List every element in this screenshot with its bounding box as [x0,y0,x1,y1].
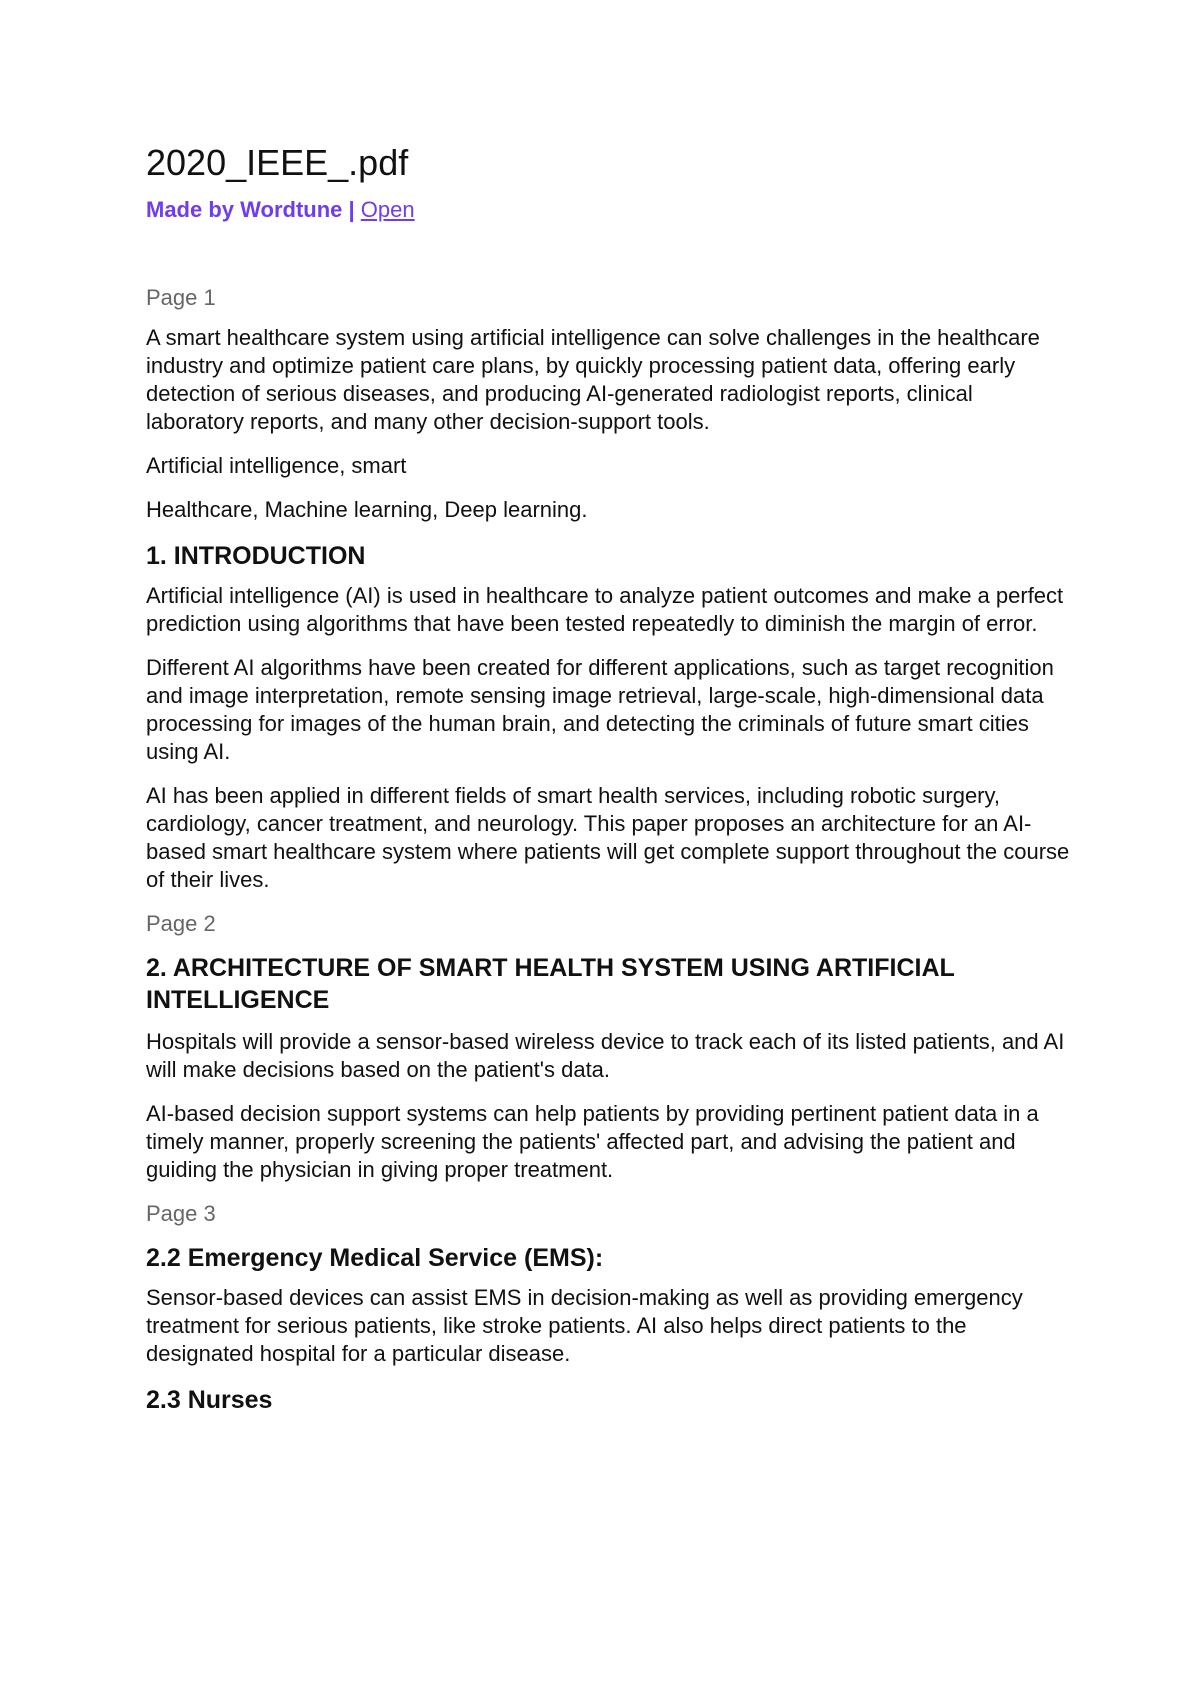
section-1-heading: 1. INTRODUCTION [146,542,366,570]
document-title: 2020_IEEE_.pdf [146,142,409,183]
open-link[interactable]: Open [360,197,415,222]
section-2-2-heading: 2.2 Emergency Medical Service (EMS): [146,1244,604,1272]
section-2-heading: 2. ARCHITECTURE OF SMART HEALTH SYSTEM USING ARTIFICIAL INTELLIGENCE [146,954,955,1014]
keywords-line-2: Healthcare, Machine learning, Deep learning. [146,497,588,522]
architecture-paragraph-2: AI-based decision support systems can help patients by providing pertinent patient data in a timely manner, properly screening the patients' affected part, and advising the patient and guiding the physician in giving proper treatment. [146,1101,1039,1182]
architecture-paragraph-1: Hospitals will provide a sensor-based wireless device to track each of its listed patients, and AI will make decisions based on the patient's data. [146,1029,1065,1082]
intro-paragraph-1: Artificial intelligence (AI) is used in healthcare to analyze patient outcomes and make a perfect prediction using algorithms that have been tested repeatedly to diminish the margin of error. [146,583,1064,636]
keywords-line-1: Artificial intelligence, smart [146,453,407,478]
page-marker-3: Page 3 [146,1201,216,1226]
byline [146,196,1076,224]
intro-paragraph-2: Different AI algorithms have been created for different applications, such as target recognition and image interpretation, remote sensing image retrieval, large-scale, high-dimensional data processing for images of the human brain, and detecting the criminals of future smart cities using AI. [146,655,1054,764]
page-marker-2: Page 2 [146,911,216,936]
ems-paragraph: Sensor-based devices can assist EMS in decision-making as well as providing emergency treatment for serious patients, like stroke patients. AI also helps direct patients to the designated hospital for a particular disease. [146,1285,1023,1366]
made-by-label: Made by Wordtune | [146,197,355,222]
page-marker-1: Page 1 [146,285,216,310]
abstract-paragraph: A smart healthcare system using artificial intelligence can solve challenges in the healthcare industry and optimize patient care plans, by quickly processing patient data, offering early detection of serious diseases, and producing AI-generated radiologist reports, clinical laboratory reports, and many other decision-support tools. [146,325,1040,434]
intro-paragraph-3: AI has been applied in different fields of smart health services, including robotic surgery, cardiology, cancer treatment, and neurology. This paper proposes an architecture for an AI-based smart healthcare system where patients will get complete support throughout the course of their lives. [146,783,1070,892]
section-2-3-heading: 2.3 Nurses [146,1386,273,1414]
document-page [146,140,1076,1416]
